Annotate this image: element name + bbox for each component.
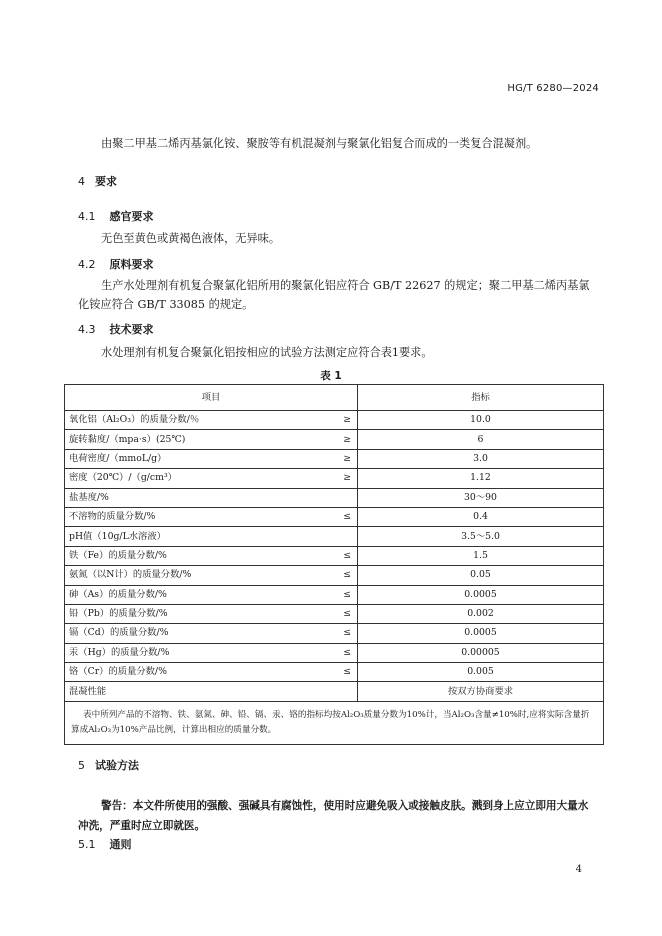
row-item: pH值（10g/L水溶液） (65, 527, 324, 546)
row-value: 3.0 (358, 449, 604, 468)
page-number: 4 (575, 864, 582, 875)
section-number: 4 (78, 175, 85, 188)
row-operator: ≥ (323, 411, 358, 430)
row-value: 10.0 (358, 411, 604, 430)
row-item: 混凝性能 (65, 682, 324, 701)
table-note-row (65, 701, 604, 744)
section-title: 要求 (95, 175, 117, 188)
row-operator: ≥ (323, 469, 358, 488)
section-4-3-heading (78, 321, 154, 337)
section-number: 4.1 (78, 210, 96, 223)
header-value: 指标 (358, 385, 604, 411)
row-value: 6 (358, 430, 604, 449)
table-row (65, 411, 604, 430)
intro-paragraph: 由聚二甲基二烯丙基氯化铵、聚胺等有机混凝剂与聚氯化铝复合而成的一类复合混凝剂。 (101, 137, 538, 150)
row-value: 0.005 (358, 663, 604, 682)
table-row (65, 566, 604, 585)
table-row (65, 585, 604, 604)
row-operator (323, 488, 358, 507)
table-row (65, 546, 604, 565)
row-item: 铬（Cr）的质量分数/% (65, 663, 324, 682)
section-5-heading (78, 757, 139, 773)
table-row (65, 507, 604, 526)
row-operator: ≤ (323, 507, 358, 526)
section-title: 通则 (109, 838, 132, 851)
row-operator (323, 682, 358, 701)
row-value: 1.12 (358, 469, 604, 488)
row-value: 0.05 (358, 566, 604, 585)
table-row (65, 449, 604, 468)
row-item: 铅（Pb）的质量分数/% (65, 604, 324, 623)
row-item: 镉（Cd）的质量分数/% (65, 624, 324, 643)
row-value: 1.5 (358, 546, 604, 565)
table-row (65, 604, 604, 623)
row-operator: ≤ (323, 566, 358, 585)
row-value: 30～90 (358, 488, 604, 507)
table-row (65, 430, 604, 449)
row-item: 氧化铝（Al₂O₃）的质量分数/％ (65, 411, 324, 430)
row-item: 电荷密度/（mmoL/g） (65, 449, 324, 468)
row-operator: ≤ (323, 604, 358, 623)
row-value: 0.4 (358, 507, 604, 526)
section-4-1-body: 无色至黄色或黄褐色液体，无异味。 (101, 232, 281, 245)
row-value: 0.002 (358, 604, 604, 623)
row-value: 0.00005 (358, 643, 604, 662)
section-title: 原料要求 (109, 258, 154, 271)
row-item: 砷（As）的质量分数/% (65, 585, 324, 604)
row-operator: ≥ (323, 430, 358, 449)
table-header-row (65, 385, 604, 411)
section-title: 技术要求 (109, 323, 154, 336)
row-operator: ≤ (323, 546, 358, 565)
section-4-2-heading (78, 256, 154, 272)
section-4-2-body: 生产水处理剂有机复合聚氯化铝所用的聚氯化铝应符合 GB/T 22627 的规定；聚二甲基二烯丙基氯化铵应符合 GB/T 33085 的规定。 (78, 279, 590, 311)
table-row (65, 488, 604, 507)
section-number: 4.2 (78, 258, 96, 271)
row-item: 旋转黏度/（mpa·s）(25℃) (65, 430, 324, 449)
row-operator: ≤ (323, 643, 358, 662)
section-title: 感官要求 (109, 210, 154, 223)
row-value: 3.5～5.0 (358, 527, 604, 546)
row-operator: ≥ (323, 449, 358, 468)
row-operator (323, 527, 358, 546)
row-operator: ≤ (323, 624, 358, 643)
section-4-1-heading (78, 208, 154, 224)
section-number: 4.3 (78, 323, 96, 336)
section-4-heading (78, 173, 117, 189)
table-row (65, 469, 604, 488)
safety-warning: 警告：本文件所使用的强酸、强碱具有腐蚀性，使用时应避免吸入或接触皮肤。溅到身上应立即用大量水冲洗，严重时应立即就医。 (78, 800, 589, 832)
row-item: 氨氮（以N计）的质量分数/% (65, 566, 324, 585)
table-caption: 表 1 (320, 370, 342, 382)
section-title: 试验方法 (95, 759, 139, 772)
table-row (65, 663, 604, 682)
table-note: 表中所列产品的不溶物、铁、氨氮、砷、铅、镉、汞、铬的指标均按Al₂O₃质量分数为10%计，当Al₂O₃含量≠10%时,应将实际含量折算成Al₂O₃为10%产品比例，计算出相应的质量分数。 (65, 701, 604, 744)
section-number: 5 (78, 759, 85, 772)
table-row (65, 624, 604, 643)
section-4-3-body: 水处理剂有机复合聚氯化铝按相应的试验方法测定应符合表1要求。 (101, 346, 433, 359)
row-item: 汞（Hg）的质量分数/% (65, 643, 324, 662)
row-item: 密度（20℃）/（g/cm³） (65, 469, 324, 488)
standard-code: HG/T 6280—2024 (507, 83, 599, 94)
row-item: 盐基度/% (65, 488, 324, 507)
header-item: 项目 (65, 385, 358, 411)
section-number: 5.1 (78, 838, 96, 851)
table-row (65, 527, 604, 546)
row-item: 铁（Fe）的质量分数/% (65, 546, 324, 565)
row-operator: ≤ (323, 663, 358, 682)
requirements-table (64, 384, 604, 745)
row-value: 0.0005 (358, 585, 604, 604)
row-value: 按双方协商要求 (358, 682, 604, 701)
section-5-1-heading (78, 836, 132, 852)
table-row (65, 682, 604, 701)
table-row (65, 643, 604, 662)
row-value: 0.0005 (358, 624, 604, 643)
row-item: 不溶物的质量分数/% (65, 507, 324, 526)
row-operator: ≤ (323, 585, 358, 604)
